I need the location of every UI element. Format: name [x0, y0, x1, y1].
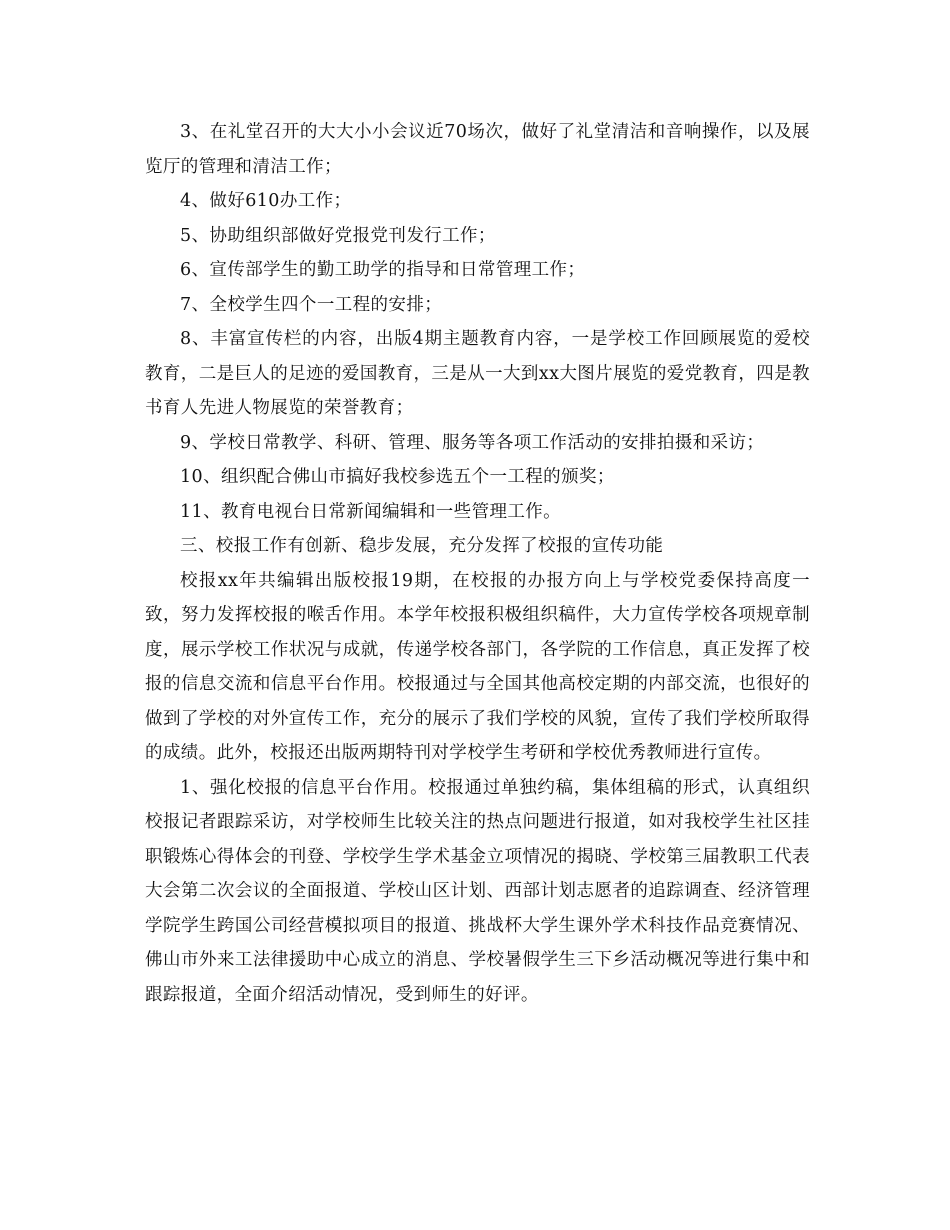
paragraph-item-7: 7、全校学生四个一工程的安排；	[180, 294, 443, 315]
paragraph-item-5: 5、协助组织部做好党报党刊发行工作；	[180, 225, 496, 246]
paragraph-item-11: 11、教育电视台日常新闻编辑和一些管理工作。	[180, 501, 562, 522]
paragraph-item-8: 8、丰富宣传栏的内容，出版4期主题教育内容，一是学校工作回顾展览的爱校教育，二是巨人的足迹的爱国教育，三是从一大到xx大图片展览的爱党教育，四是教书育人先进人物展览的荣誉教育；	[145, 329, 810, 418]
paragraph-item-9: 9、学校日常教学、科研、管理、服务等各项工作活动的安排拍摄和采访；	[180, 432, 765, 453]
paragraph-school-newspaper: 校报xx年共编辑出版校报19期，在校报的办报方向上与学校党委保持高度一致，努力发挥校报的喉舌作用。本学年校报积极组织稿件，大力宣传学校各项规章制度，展示学校工作状况与成就，传递学校各部门，各学院的工作信息，真正发挥了校报的信息交流和信息平台作用。校报通过与全国其他高校定期的内部交流，也很好的做到了学校的对外宣传工作，充分的展示了我们学校的风貌，宣传了我们学校所取得的成绩。此外，校报还出版两期特刊对学校学生考研和学校优秀教师进行宣传。	[145, 570, 810, 763]
paragraph-info-platform: 1、强化校报的信息平台作用。校报通过单独约稿，集体组稿的形式，认真组织校报记者跟踪采访，对学校师生比较关注的热点问题进行报道，如对我校学生社区挂职锻炼心得体会的刊登、学校学生学术基金立项情况的揭晓、学校第三届教职工代表大会第二次会议的全面报道、学校山区计划、西部计划志愿者的追踪调查、经济管理学院学生跨国公司经营模拟项目的报道、挑战杯大学生课外学术科技作品竞赛情况、佛山市外来工法律援助中心成立的消息、学校暑假学生三下乡活动概况等进行集中和跟踪报道，全面介绍活动情况，受到师生的好评。	[145, 777, 810, 1005]
paragraph-item-10: 10、组织配合佛山市搞好我校参选五个一工程的颁奖；	[180, 467, 615, 487]
paragraph-item-6: 6、宣传部学生的勤工助学的指导和日常管理工作；	[180, 260, 586, 280]
paragraph-item-4: 4、做好610办工作；	[180, 191, 352, 211]
section-heading-three: 三、校报工作有创新、稳步发展，充分发挥了校报的宣传功能	[180, 536, 664, 556]
document-body	[145, 115, 810, 1012]
paragraph-item-3: 3、在礼堂召开的大大小小会议近70场次，做好了礼堂清洁和音响操作，以及展览厅的管理和清洁工作；	[145, 122, 810, 177]
